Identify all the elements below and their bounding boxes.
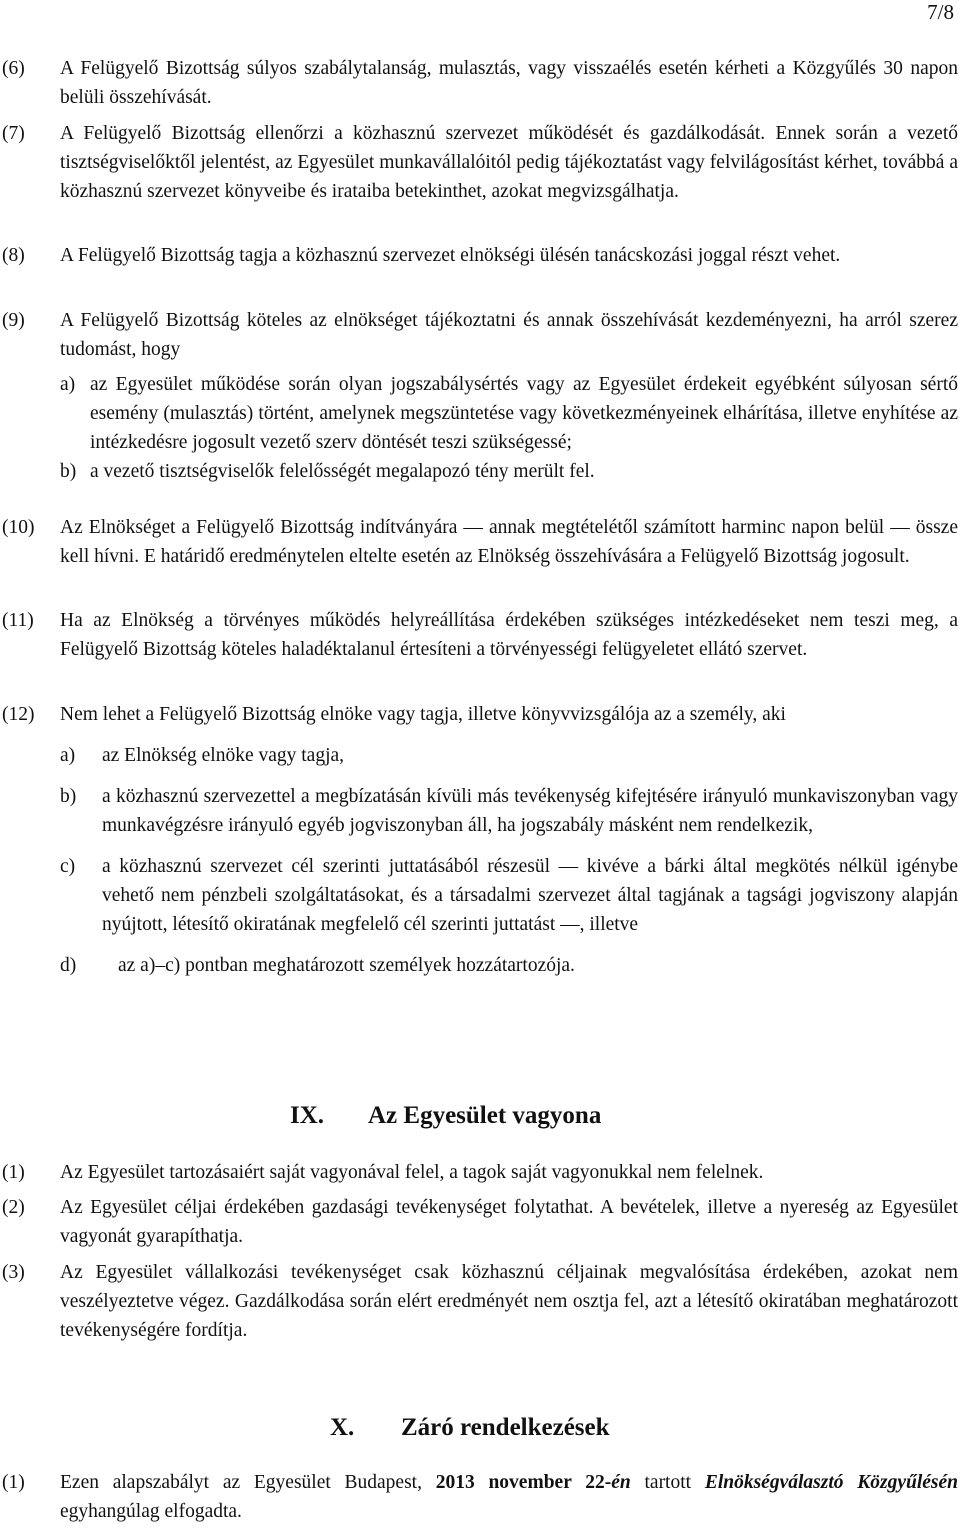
paragraph-text	[60, 1468, 958, 1526]
adoption-date: 2013 november 22-	[435, 1472, 612, 1493]
paragraph-number: (11)	[2, 610, 34, 631]
list-item	[60, 782, 958, 840]
paragraph-number: (1)	[2, 1162, 25, 1183]
paragraph-x-1	[0, 1468, 958, 1526]
paragraph-number: (3)	[2, 1262, 25, 1283]
list-item	[60, 370, 958, 457]
paragraph-number: (8)	[2, 245, 25, 266]
page-number: 7/8	[927, 0, 954, 24]
paragraph-text: A Felügyelő Bizottság ellenőrzi a közhasznú szervezet működését és gazdálkodását. Ennek során a vezető tisztségviselőktől jelentést, az Egyesület munkavállalóitól pedig tájékoztatást vagy felvilágosítást kérhet, továbbá a közhasznú szervezet könyveibe és irataiba betekinthet, azokat megvizsgálhatja.	[60, 123, 958, 202]
heading-title: Az Egyesület vagyona	[368, 1102, 602, 1129]
paragraph-number: (12)	[2, 704, 35, 725]
paragraph-number: (6)	[2, 58, 25, 79]
paragraph-text: Az Egyesület céljai érdekében gazdasági tevékenységet folytathat. A bevételek, illetve a nyereség az Egyesület vagyonát gyarapíthatja.	[60, 1197, 958, 1247]
paragraph-9	[0, 306, 958, 486]
list-item	[60, 951, 958, 980]
list-item-text: az Elnökség elnöke vagy tagja,	[102, 745, 345, 766]
paragraph-11	[0, 606, 958, 664]
paragraph-10	[0, 513, 958, 571]
list-item-text: az a)–c) pontban meghatározott személyek hozzátartozója.	[118, 955, 575, 976]
paragraph-text: Az Egyesület vállalkozási tevékenységet csak közhasznú céljainak megvalósítása érdekében, azokat nem veszélyeztetve végez. Gazdálkodása során elért eredményét nem osztja fel, azt a létesítő okiratában meghatározott tevékenységére fordítja.	[60, 1262, 958, 1341]
paragraph-8	[0, 241, 958, 270]
paragraph-text: A Felügyelő Bizottság köteles az elnökséget tájékoztatni és annak összehívását kezdeményezni, ha arról szerez tudomást, hogy	[60, 310, 958, 360]
paragraph-text: Ha az Elnökség a törvényes működés helyreállítása érdekében szükséges intézkedéseket nem teszi meg, a Felügyelő Bizottság köteles haladéktalanul értesíteni a törvényességi felügyeletet ellátó szervet.	[60, 610, 958, 660]
paragraph-6	[0, 54, 958, 112]
list-item-label: a)	[60, 374, 76, 395]
heading-title: Záró rendelkezések	[401, 1414, 610, 1441]
list-item-label: d)	[60, 955, 77, 976]
paragraph-number: (1)	[2, 1472, 25, 1493]
text-run: Ezen alapszabályt az Egyesület Budapest,	[60, 1472, 436, 1493]
list-item-label: a)	[60, 745, 76, 766]
text-run: egyhangúlag elfogadta.	[60, 1501, 242, 1522]
paragraph-text: A Felügyelő Bizottság tagja a közhasznú szervezet elnökségi ülésén tanácskozási joggal részt vehet.	[60, 245, 841, 266]
paragraph-ix-1	[0, 1158, 958, 1187]
paragraph-ix-2	[0, 1193, 958, 1251]
list-item-label: c)	[60, 856, 76, 877]
paragraph-text: Nem lehet a Felügyelő Bizottság elnöke vagy tagja, illetve könyvvizsgálója az a személy, aki	[60, 704, 786, 725]
paragraph-text: Az Elnökséget a Felügyelő Bizottság indítványára — annak megtételétől számított harminc napon belül — össze kell hívni. E határidő eredménytelen eltelte esetén az Elnökség összehívására a Felügyelő Bizottság jogosult.	[60, 517, 958, 567]
paragraph-number: (2)	[2, 1197, 25, 1218]
list-item-text: a közhasznú szervezettel a megbízatásán kívüli más tevékenység kifejtésére irányuló munkaviszonyban vagy munkavégzésre irányuló egyéb jogviszonyban áll, ha jogszabály másként nem rendelkezik,	[102, 786, 958, 836]
list-item	[60, 852, 958, 939]
meeting-name: Elnökségválasztó Közgyűlésén	[704, 1472, 958, 1493]
list-item	[60, 457, 958, 486]
paragraph-7	[0, 119, 958, 206]
paragraph-text: A Felügyelő Bizottság súlyos szabálytalanság, mulasztás, vagy visszaélés esetén kérheti a Közgyűlés 30 napon belüli összehívását.	[60, 58, 958, 108]
list-item-label: b)	[60, 786, 77, 807]
paragraph-number: (7)	[2, 123, 25, 144]
paragraph-ix-3	[0, 1258, 958, 1345]
heading-number: X.	[330, 1414, 355, 1441]
list-item-text: a vezető tisztségviselők felelősségét megalapozó tény merült fel.	[90, 461, 595, 482]
paragraph-text: Az Egyesület tartozásaiért saját vagyonával felel, a tagok saját vagyonukkal nem felelnek.	[60, 1162, 764, 1183]
paragraph-number: (9)	[2, 310, 25, 331]
list-item	[60, 741, 958, 770]
paragraph-number: (10)	[2, 517, 35, 538]
text-run: tartott	[630, 1472, 705, 1493]
list-item-text: a közhasznú szervezet cél szerinti juttatásából részesül — kivéve a bárki által megkötés nélkül igénybe vehető nem pénzbeli szolgáltatásokat, és a társadalmi szervezet által tagjának a tagsági jogviszony alapján nyújtott, létesítő okiratának megfelelő cél szerinti juttatást —, illetve	[102, 856, 958, 935]
paragraph-12	[0, 700, 958, 980]
heading-number: IX.	[290, 1102, 325, 1129]
adoption-date-suffix: én	[611, 1472, 631, 1493]
list-item-label: b)	[60, 461, 77, 482]
list-item-text: az Egyesület működése során olyan jogszabálysértés vagy az Egyesület érdekeit egyébként súlyosan sértő esemény (mulasztás) történt, amelynek megszüntetése vagy következményeinek elhárítása, illetve enyhítése az intézkedésre jogosult vezető szerv döntését teszi szükségessé;	[90, 374, 958, 453]
